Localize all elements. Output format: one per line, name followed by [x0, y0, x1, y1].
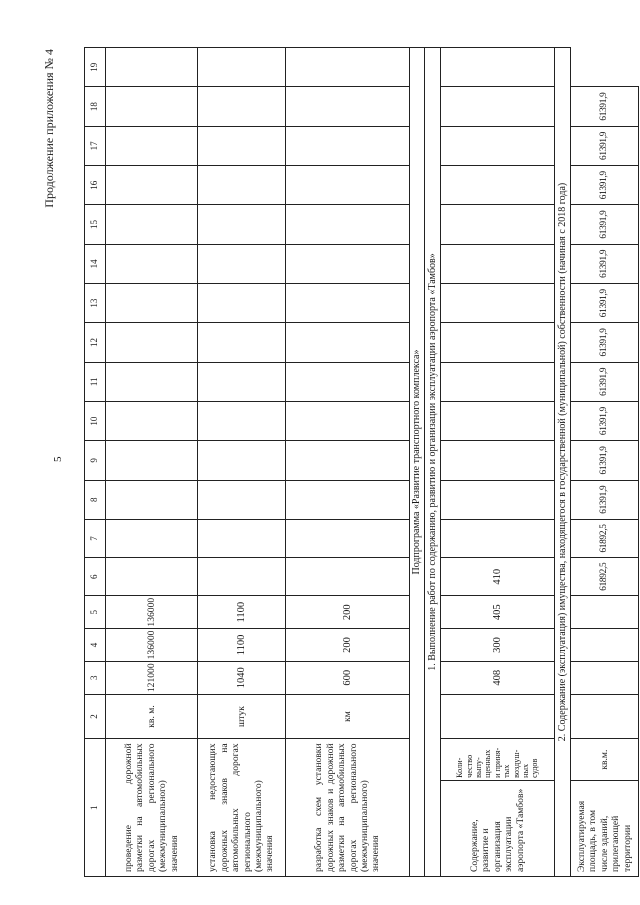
- row-value-col-9: [198, 441, 286, 480]
- header-col-5: 5: [85, 596, 106, 629]
- row-value-col-15: [198, 205, 286, 244]
- airport-row-value-col-11: [441, 362, 555, 401]
- header-col-12: 12: [85, 323, 106, 362]
- section-1-title: 1. Выполнение работ по содержанию, развитию и организации эксплуатации аэропорта «Тамбов»: [425, 48, 441, 877]
- row-value-col-12: [106, 323, 198, 362]
- subprogram-title: Подпрограмма «Развитие транспортного комплекса»: [410, 48, 425, 877]
- airport-row-value-col-5: 405: [441, 596, 555, 629]
- airport-row-value-col-12: [441, 323, 555, 362]
- airport-row-indicator: Коли- чество выпу- щенных и приня- тых воздуш- ных судов: [441, 739, 555, 781]
- area-row-value-col-13: 61391,9: [571, 323, 639, 362]
- row-value-col-7: [286, 519, 410, 557]
- header-col-14: 14: [85, 244, 106, 283]
- section-2-row: [555, 48, 571, 877]
- row-value-col-11: [106, 362, 198, 401]
- airport-row-value-col-4: 300: [441, 629, 555, 662]
- row-value-col-7: [198, 519, 286, 557]
- row-value-col-14: [106, 244, 198, 283]
- row-value-col-9: [286, 441, 410, 480]
- header-col-2: 2: [85, 694, 106, 739]
- row-value-col-5: 200: [286, 596, 410, 629]
- area-row-value-col-12: 61391,9: [571, 362, 639, 401]
- row-value-col-16: [198, 166, 286, 205]
- header-col-9: 9: [85, 441, 106, 480]
- header-col-13: 13: [85, 284, 106, 323]
- header-col-6: 6: [85, 558, 106, 596]
- row-name: разработка схем установки дорожных знаков и дорожной разметки на автомобильных дорогах регионального (межмуниципального) значения: [286, 739, 410, 877]
- continuation-title: Продолжение приложения № 4: [42, 49, 56, 208]
- airport-row-value-col-10: [441, 401, 555, 440]
- row-value-col-15: [286, 205, 410, 244]
- row-value-col-7: [106, 519, 198, 557]
- header-col-18: 18: [85, 87, 106, 126]
- row-value-col-5: 1100: [198, 596, 286, 629]
- airport-row-value-col-6: 410: [441, 558, 555, 596]
- row-value-col-13: [106, 284, 198, 323]
- row-value-col-10: [106, 401, 198, 440]
- row-value-col-10: [286, 401, 410, 440]
- header-col-16: 16: [85, 166, 106, 205]
- row-unit: [441, 694, 555, 739]
- page-number: 5: [52, 456, 64, 462]
- row-value-col-12: [286, 323, 410, 362]
- row-value-col-3: 600: [286, 661, 410, 694]
- row-value-col-6: [198, 558, 286, 596]
- row-value-col-5: 136000: [106, 596, 198, 629]
- header-col-10: 10: [85, 401, 106, 440]
- area-row-value-col-8: 61892,5: [571, 519, 639, 557]
- area-row-value-col-10: 61391,9: [571, 441, 639, 480]
- row-value-col-17: [198, 126, 286, 165]
- row-value-col-8: [106, 480, 198, 519]
- row-value-col-11: [286, 362, 410, 401]
- area-row-value-col-6: [571, 596, 639, 629]
- subprogram-row: [410, 48, 425, 877]
- header-col-17: 17: [85, 126, 106, 165]
- row-value-col-18: [198, 87, 286, 126]
- table-row: [198, 48, 286, 877]
- airport-row-value-col-9: [441, 441, 555, 480]
- table-row: [106, 48, 198, 877]
- section-2-title: 2. Содержание (эксплуатация) имущества, находящегося в государственной (муниципальной) собственности (начиная с 2018 года): [555, 48, 571, 877]
- row-unit: кв. м.: [106, 694, 198, 739]
- row-unit: кв.м.: [571, 739, 639, 781]
- row-value-col-13: [198, 284, 286, 323]
- airport-row-value-col-3: 408: [441, 661, 555, 694]
- header-col-4: 4: [85, 629, 106, 662]
- rotated-page: [42, 47, 633, 877]
- row-value-col-19: [198, 48, 286, 87]
- header-col-1: 1: [85, 739, 106, 877]
- area-row-value-col-15: 61391,9: [571, 244, 639, 283]
- row-value-col-3: 1040: [198, 661, 286, 694]
- area-row-name: Эксплуатируемая площадь, в том числе зданий, прилегающей территории: [571, 780, 639, 876]
- row-value-col-17: [106, 126, 198, 165]
- row-value-col-8: [198, 480, 286, 519]
- area-row-value-col-18: 61391,9: [571, 126, 639, 165]
- row-value-col-17: [286, 126, 410, 165]
- airport-row-value-col-14: [441, 244, 555, 283]
- airport-row-name: Содержание, развитие и организация эксплуатации аэропорта «Тамбов»: [441, 780, 555, 876]
- airport-row-value-col-7: [441, 519, 555, 557]
- area-row-value-col-4: [571, 661, 639, 694]
- row-value-col-18: [106, 87, 198, 126]
- row-value-col-15: [106, 205, 198, 244]
- column-number-row: [85, 48, 106, 877]
- row-value-col-12: [198, 323, 286, 362]
- area-row-value-col-3: [571, 694, 639, 739]
- airport-row-value-col-15: [441, 205, 555, 244]
- row-value-col-19: [286, 48, 410, 87]
- row-value-col-11: [198, 362, 286, 401]
- header-col-19: 19: [85, 48, 106, 87]
- row-name: установка недостающих дорожных знаков на автомобильных дорогах регионального (межмуниципального) значения: [198, 739, 286, 877]
- area-row-value-col-16: 61391,9: [571, 205, 639, 244]
- row-unit: км: [286, 694, 410, 739]
- area-row-value-col-5: [571, 629, 639, 662]
- airport-row-value-col-13: [441, 284, 555, 323]
- row-value-col-10: [198, 401, 286, 440]
- header-col-7: 7: [85, 519, 106, 557]
- area-row-value-col-9: 61391,9: [571, 480, 639, 519]
- row-value-col-4: 200: [286, 629, 410, 662]
- header-col-11: 11: [85, 362, 106, 401]
- area-row-value-col-14: 61391,9: [571, 284, 639, 323]
- row-name: проведение дорожной разметки на автомобильных дорогах регионального (межмуниципального) значения: [106, 739, 198, 877]
- airport-row-value-col-17: [441, 126, 555, 165]
- airport-row-value-col-16: [441, 166, 555, 205]
- row-value-col-14: [286, 244, 410, 283]
- row-value-col-4: 1100: [198, 629, 286, 662]
- row-value-col-13: [286, 284, 410, 323]
- table-row: [286, 48, 410, 877]
- row-value-col-8: [286, 480, 410, 519]
- row-value-col-3: 121000: [106, 661, 198, 694]
- row-value-col-6: [286, 558, 410, 596]
- row-value-col-9: [106, 441, 198, 480]
- row-value-col-6: [106, 558, 198, 596]
- row-value-col-4: 136000: [106, 629, 198, 662]
- airport-row-value-col-8: [441, 480, 555, 519]
- table-row: [441, 48, 555, 877]
- row-value-col-16: [106, 166, 198, 205]
- row-value-col-14: [198, 244, 286, 283]
- row-unit: штук: [198, 694, 286, 739]
- area-row-value-col-7: 61892,5: [571, 558, 639, 596]
- table-row: [571, 48, 639, 877]
- row-value-col-16: [286, 166, 410, 205]
- header-col-8: 8: [85, 480, 106, 519]
- airport-row-value-col-19: [441, 48, 555, 87]
- row-value-col-19: [106, 48, 198, 87]
- airport-row-value-col-18: [441, 87, 555, 126]
- area-row-value-col-11: 61391,9: [571, 401, 639, 440]
- row-value-col-18: [286, 87, 410, 126]
- header-col-15: 15: [85, 205, 106, 244]
- area-row-value-col-17: 61391,9: [571, 166, 639, 205]
- section-1-row: [425, 48, 441, 877]
- data-table: [84, 47, 639, 877]
- area-row-value-col-19: 61391,9: [571, 87, 639, 126]
- header-col-3: 3: [85, 661, 106, 694]
